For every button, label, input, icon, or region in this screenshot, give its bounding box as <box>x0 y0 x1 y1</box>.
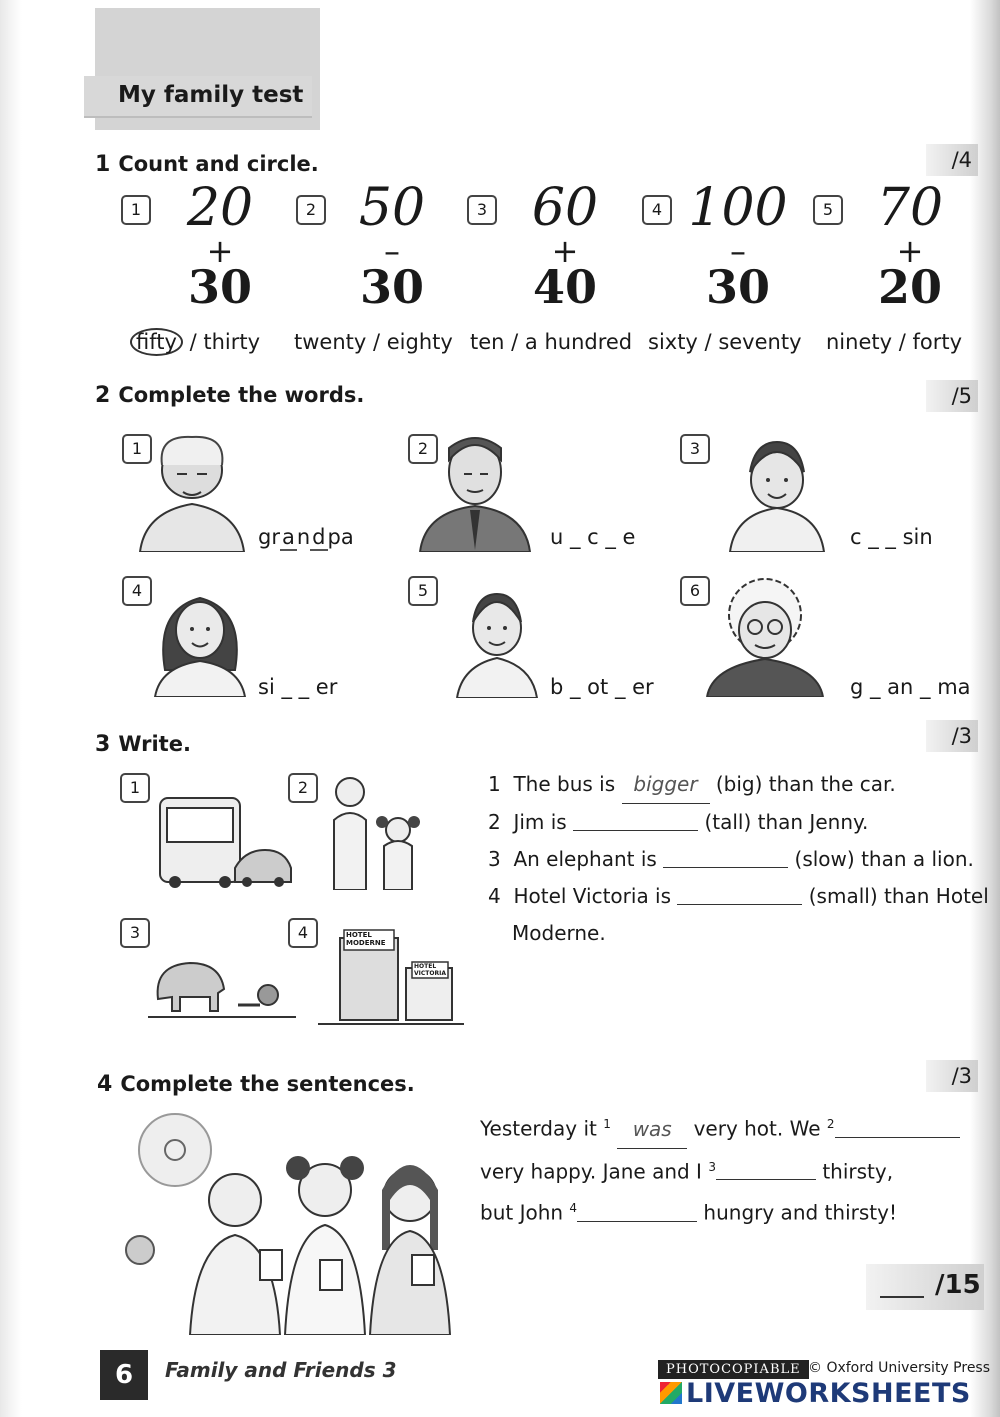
total-score: /15 <box>935 1270 981 1300</box>
blank-field[interactable] <box>677 884 802 905</box>
book-title: Family and Friends 3 <box>165 1358 397 1382</box>
sum-bottom-number: 40 <box>532 260 597 314</box>
item-number-box: 1 <box>121 195 151 225</box>
item-number-box: 5 <box>813 195 843 225</box>
option-b[interactable]: thirty <box>203 330 261 354</box>
word-sister[interactable]: si _ _ er <box>258 675 338 699</box>
write-sentences <box>488 766 989 952</box>
section-3-score: /3 <box>926 720 978 752</box>
blank-field[interactable] <box>716 1159 816 1180</box>
jim-and-jenny-picture <box>318 770 428 890</box>
word-uncle[interactable]: u _ c _ e <box>550 525 636 549</box>
uncle-picture <box>418 430 533 552</box>
sentence-3: 3 An elephant is (slow) than a lion. <box>488 847 974 871</box>
children-with-drinks-picture <box>120 1110 460 1335</box>
option-separator: / <box>182 330 204 354</box>
option-separator: / <box>892 330 913 354</box>
sum-operator: + <box>896 232 924 270</box>
sum-bottom-number: 30 <box>187 260 252 314</box>
section-1-heading: 1 Count and circle. <box>95 152 319 177</box>
cousin-picture <box>722 430 832 552</box>
blank-field[interactable] <box>577 1201 697 1222</box>
answer-field[interactable]: bigger <box>622 766 710 804</box>
sum-bottom-number: 20 <box>877 260 942 314</box>
sum-operator: – <box>384 232 400 270</box>
option-separator: / <box>504 330 525 354</box>
photocopiable-label: PHOTOCOPIABLE <box>658 1360 809 1379</box>
sum-operator: + <box>206 232 234 270</box>
elephant-and-lion-picture <box>148 955 296 1020</box>
sum-bottom-number: 30 <box>705 260 770 314</box>
sentence-1: 1 The bus is bigger (big) than the car. <box>488 766 989 804</box>
liveworksheets-logo-icon <box>660 1382 682 1404</box>
page-left-edge <box>0 0 22 1417</box>
sentence-2: 2 Jim is (tall) than Jenny. <box>488 810 869 834</box>
section-2-heading: 2 Complete the words. <box>95 383 365 408</box>
sum-top-number: 50 <box>358 178 426 238</box>
item-number-box: 3 <box>467 195 497 225</box>
item-number-box: 3 <box>680 434 710 464</box>
item-number-box: 2 <box>288 773 318 803</box>
grandpa-picture <box>135 430 250 552</box>
story-line-3: but John $^4$ hungry and thirsty! <box>480 1200 897 1225</box>
section-4-heading: 4 Complete the sentences. <box>97 1072 415 1097</box>
sentence-4-continuation: Moderne. <box>512 921 606 945</box>
sum-top-number: 100 <box>688 178 788 238</box>
word-grandpa[interactable]: grandpa <box>258 525 354 549</box>
page-number: 6 <box>100 1350 148 1400</box>
hotel-moderne-sign: HOTEL MODERNE <box>346 931 386 947</box>
item-number-box: 2 <box>408 434 438 464</box>
blank-field[interactable] <box>835 1117 960 1138</box>
hotel-victoria-sign: HOTEL VICTORIA <box>414 963 446 977</box>
option-b[interactable]: seventy <box>718 330 802 354</box>
item-number-box: 4 <box>288 918 318 948</box>
blank-field[interactable] <box>573 810 698 831</box>
sum-bottom-number: 30 <box>359 260 424 314</box>
option-b[interactable]: eighty <box>386 330 453 354</box>
brother-picture <box>455 580 540 698</box>
blank-field[interactable] <box>663 847 788 868</box>
item-number-box: 2 <box>296 195 326 225</box>
option-separator: / <box>697 330 719 354</box>
item-number-box: 4 <box>122 576 152 606</box>
answer-options <box>294 328 453 356</box>
section-4-score: /3 <box>926 1060 978 1092</box>
item-number-box: 1 <box>120 773 150 803</box>
word-grandma[interactable]: g _ an _ ma <box>850 675 971 699</box>
section-2-score: /5 <box>926 380 978 412</box>
word-cousin[interactable]: c _ _ sin <box>850 525 933 549</box>
option-a[interactable]: sixty <box>648 330 698 354</box>
item-number-box: 4 <box>642 195 672 225</box>
story-line-2: very happy. Jane and I $^3$ thirsty, <box>480 1159 894 1184</box>
sum-operator: + <box>551 232 579 270</box>
item-number-box: 5 <box>408 576 438 606</box>
option-b[interactable]: a hundred <box>524 330 633 354</box>
answer-options <box>130 328 260 356</box>
option-separator: / <box>366 330 387 354</box>
option-a[interactable]: ninety <box>826 330 893 354</box>
answer-options <box>826 328 962 356</box>
answer-field[interactable]: was <box>617 1111 687 1149</box>
section-3-heading: 3 Write. <box>95 732 191 757</box>
option-a[interactable]: twenty <box>294 330 367 354</box>
liveworksheets-brand[interactable]: LIVEWORKSHEETS <box>660 1378 971 1409</box>
option-b[interactable]: forty <box>912 330 963 354</box>
sum-operator: – <box>730 232 746 270</box>
sister-picture <box>150 575 250 697</box>
section-1-score: /4 <box>926 144 978 176</box>
grandma-picture <box>705 575 825 697</box>
item-number-box: 3 <box>120 918 150 948</box>
word-brother[interactable]: b _ ot _ er <box>550 675 654 699</box>
sum-top-number: 60 <box>531 178 599 238</box>
page-title: My family test <box>118 82 304 108</box>
answer-options <box>648 328 802 356</box>
story-line-1: Yesterday it $^1$ was very hot. We $^2$ <box>480 1106 960 1149</box>
total-score-blank[interactable] <box>880 1296 924 1298</box>
item-number-box: 1 <box>122 434 152 464</box>
sentence-4: 4 Hotel Victoria is (small) than Hotel <box>488 884 989 908</box>
option-a[interactable]: ten <box>470 330 505 354</box>
sum-top-number: 70 <box>876 178 944 238</box>
item-number-box: 6 <box>680 576 710 606</box>
sum-top-number: 20 <box>186 178 254 238</box>
story-sentences <box>480 1106 960 1232</box>
option-a[interactable]: fifty <box>130 328 183 356</box>
publisher: © Oxford University Press <box>808 1360 991 1376</box>
answer-options <box>470 328 632 356</box>
bus-and-car-picture <box>155 790 295 890</box>
